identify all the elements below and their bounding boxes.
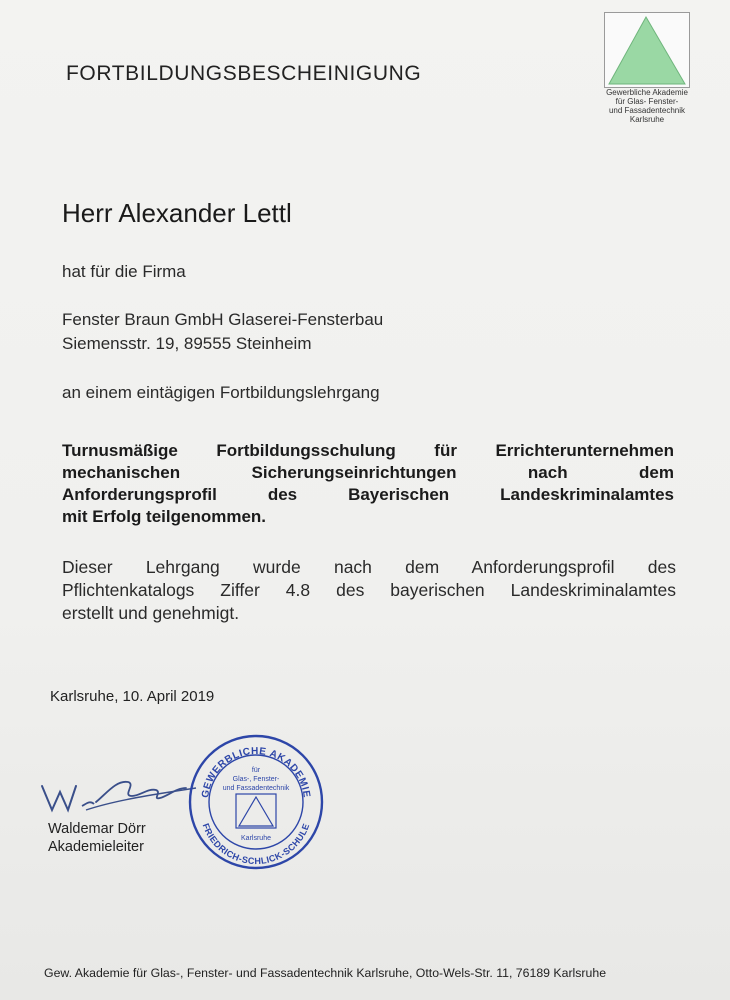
stamp-line: Glas-, Fenster-: [232, 776, 280, 783]
place-date: Karlsruhe, 10. April 2019: [50, 688, 215, 705]
statement-line: Pflichtenkatalogs Ziffer 4.8 des bayerischen Landeskriminalamtes: [62, 580, 676, 600]
stamp-line: für: [251, 767, 261, 774]
stamp-line: und Fassadentechnik: [222, 785, 290, 792]
official-stamp: [186, 732, 326, 877]
academy-logo: [604, 12, 690, 88]
statement-line: erstellt und genehmigt.: [62, 603, 240, 623]
course-title-line: Anforderungsprofil des Bayerischen Landeskriminalamtes: [62, 485, 674, 504]
company-intro: hat für die Firma: [62, 262, 186, 281]
logo-caption-line: Karlsruhe: [629, 115, 665, 124]
signature-scribble-icon: [36, 766, 206, 826]
course-title-line: Turnusmäßige Fortbildungsschulung für Errichterunternehmen: [62, 441, 674, 460]
course-title-line: mit Erfolg teilgenommen.: [62, 507, 267, 526]
document-title: FORTBILDUNGSBESCHEINIGUNG: [66, 62, 422, 85]
company-address: Siemensstr. 19, 89555 Steinheim: [62, 334, 312, 353]
logo-triangle-icon: [605, 13, 689, 87]
logo-caption-line: und Fassadentechnik: [608, 106, 686, 115]
logo-caption-line: für Glas- Fenster-: [615, 97, 679, 106]
stamp-arc-top: GEWERBLICHE AKADEMIE: [200, 745, 312, 799]
signer-role: Akademieleiter: [48, 839, 144, 855]
stamp-arc-bottom: FRIEDRICH-SCHLICK-SCHULE: [200, 821, 312, 867]
recipient-name: Herr Alexander Lettl: [62, 198, 292, 228]
signer-name: Waldemar Dörr: [48, 821, 146, 837]
footer-address: Gew. Akademie für Glas-, Fenster- und Fassadentechnik Karlsruhe, Otto-Wels-Str. 11, 76189 Karlsruhe: [44, 966, 607, 980]
stamp-seal-icon: [186, 732, 326, 872]
statement-line: Dieser Lehrgang wurde nach dem Anforderungsprofil des: [62, 557, 676, 577]
approval-statement: [62, 556, 676, 625]
course-title-line: mechanischen Sicherungseinrichtungen nach dem: [62, 463, 674, 482]
stamp-line: Karlsruhe: [241, 835, 271, 842]
logo-caption: [586, 88, 708, 124]
course-intro: an einem eintägigen Fortbildungslehrgang: [62, 383, 380, 402]
company-name: Fenster Braun GmbH Glaserei-Fensterbau: [62, 310, 384, 329]
signer-block: [48, 820, 146, 856]
course-title: [62, 440, 674, 528]
logo-caption-line: Gewerbliche Akademie: [606, 88, 688, 97]
